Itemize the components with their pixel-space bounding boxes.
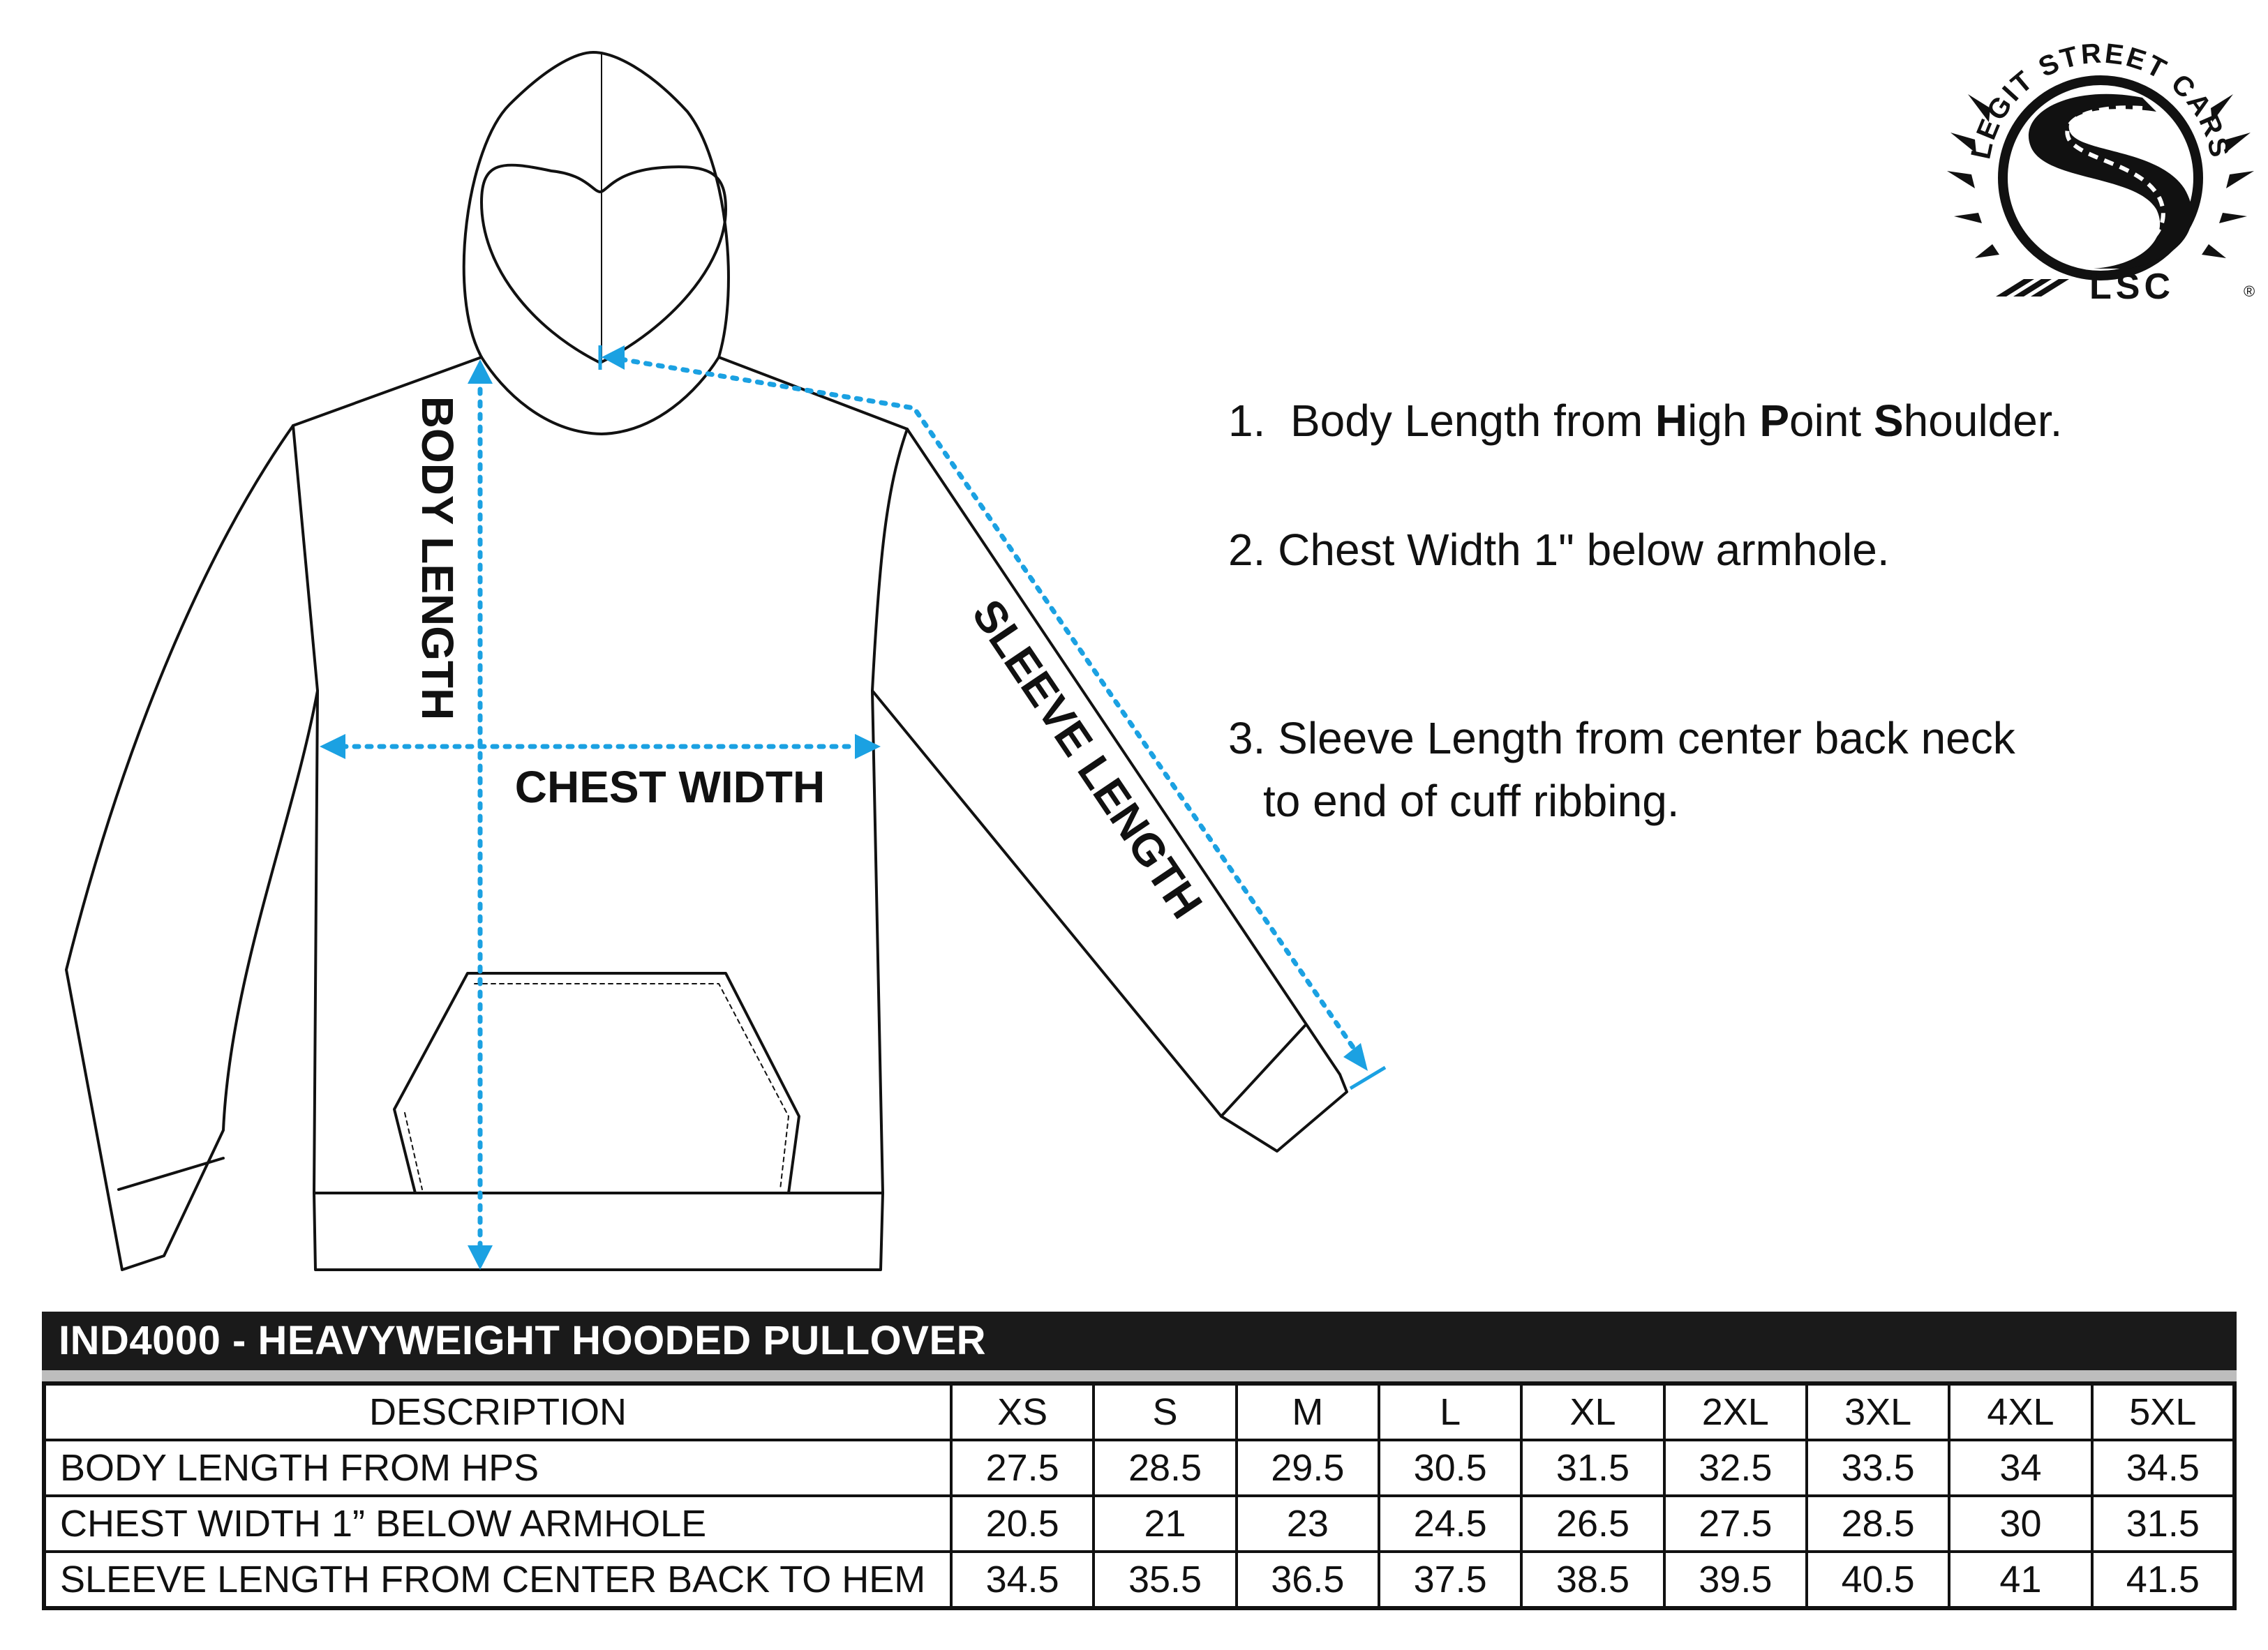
header-size-4xl: 4XL xyxy=(1949,1383,2091,1440)
right-cuff xyxy=(1221,1026,1305,1116)
table-cell: 35.5 xyxy=(1094,1552,1236,1608)
header-size-3xl: 3XL xyxy=(1807,1383,1949,1440)
arrow-sleeve-start xyxy=(602,345,625,370)
logo-ring-text: LEGIT STREET CARS xyxy=(1965,38,2236,162)
note1-s: S xyxy=(1873,396,1904,446)
table-title-divider xyxy=(42,1370,2237,1381)
row-description: SLEEVE LENGTH FROM CENTER BACK TO HEM xyxy=(44,1552,951,1608)
table-title: IND4000 - HEAVYWEIGHT HOODED PULLOVER xyxy=(42,1312,2237,1370)
table-cell: 28.5 xyxy=(1807,1496,1949,1552)
logo-badge-text: LSC xyxy=(2089,267,2174,307)
table-cell: 34.5 xyxy=(951,1552,1094,1608)
body-right-side xyxy=(872,691,883,1193)
table-cell: 37.5 xyxy=(1379,1552,1521,1608)
size-chart xyxy=(42,1312,2237,1619)
table-cell: 34.5 xyxy=(2092,1440,2235,1496)
table-cell: 33.5 xyxy=(1807,1440,1949,1496)
size-table xyxy=(42,1381,2237,1610)
header-size-xs: XS xyxy=(951,1383,1094,1440)
table-cell: 34 xyxy=(1949,1440,2091,1496)
table-cell: 30 xyxy=(1949,1496,2091,1552)
header-description: DESCRIPTION xyxy=(44,1383,951,1440)
table-cell: 27.5 xyxy=(951,1440,1094,1496)
note1-text: 1. Body Length from xyxy=(1228,396,1655,446)
row-description: CHEST WIDTH 1” BELOW ARMHOLE xyxy=(44,1496,951,1552)
header-size-s: S xyxy=(1094,1383,1236,1440)
header-size-2xl: 2XL xyxy=(1664,1383,1807,1440)
note1-suffix: houlder. xyxy=(1903,396,2063,446)
arrow-chest-left xyxy=(320,734,345,759)
sleeve-length-guide xyxy=(621,359,1357,1053)
table-cell: 36.5 xyxy=(1237,1552,1379,1608)
table-cell: 31.5 xyxy=(2092,1496,2235,1552)
table-cell: 41 xyxy=(1949,1552,2091,1608)
table-cell: 29.5 xyxy=(1237,1440,1379,1496)
arrow-sleeve-end xyxy=(1343,1043,1368,1071)
header-size-l: L xyxy=(1379,1383,1521,1440)
table-cell: 20.5 xyxy=(951,1496,1094,1552)
table-cell: 27.5 xyxy=(1664,1496,1807,1552)
table-header-row xyxy=(44,1383,2235,1440)
row-description: BODY LENGTH FROM HPS xyxy=(44,1440,951,1496)
note1-h: H xyxy=(1655,396,1688,446)
header-size-xl: XL xyxy=(1521,1383,1664,1440)
table-row xyxy=(44,1552,2235,1608)
pocket-stitch xyxy=(405,984,789,1190)
table-cell: 38.5 xyxy=(1521,1552,1664,1608)
note-body-length xyxy=(1228,391,2062,451)
note-sleeve-length: 3. Sleeve Length from center back neck xyxy=(1228,713,2015,763)
body-left-side xyxy=(314,691,318,1193)
table-cell: 40.5 xyxy=(1807,1552,1949,1608)
hood-face-opening xyxy=(482,165,726,363)
chest-width-label: CHEST WIDTH xyxy=(514,762,826,812)
lsc-logo xyxy=(1933,14,2268,328)
header-size-5xl: 5XL xyxy=(2092,1383,2235,1440)
note1-oint: oint xyxy=(1789,396,1874,446)
table-cell: 39.5 xyxy=(1664,1552,1807,1608)
arrow-body-bottom xyxy=(468,1245,493,1270)
registered-mark: ® xyxy=(2244,283,2255,300)
arrow-body-top xyxy=(468,359,493,384)
table-cell: 28.5 xyxy=(1094,1440,1236,1496)
table-row xyxy=(44,1496,2235,1552)
header-size-m: M xyxy=(1237,1383,1379,1440)
kangaroo-pocket xyxy=(394,973,799,1193)
right-shoulder xyxy=(719,357,907,429)
table-cell: 32.5 xyxy=(1664,1440,1807,1496)
table-cell: 23 xyxy=(1237,1496,1379,1552)
table-cell: 31.5 xyxy=(1521,1440,1664,1496)
arrow-chest-right xyxy=(855,734,881,759)
waistband xyxy=(314,1193,883,1270)
table-cell: 30.5 xyxy=(1379,1440,1521,1496)
note1-igh: igh xyxy=(1687,396,1760,446)
table-cell: 41.5 xyxy=(2092,1552,2235,1608)
note1-p: P xyxy=(1759,396,1789,446)
table-cell: 24.5 xyxy=(1379,1496,1521,1552)
body-length-label: BODY LENGTH xyxy=(412,396,463,721)
sleeve-length-label: SLEEVE LENGTH xyxy=(962,590,1213,927)
sleeve-end-tick xyxy=(1350,1067,1385,1088)
hood-outline xyxy=(464,52,729,357)
note-sleeve-length-cont: to end of cuff ribbing. xyxy=(1263,776,1680,826)
table-cell: 26.5 xyxy=(1521,1496,1664,1552)
note-chest-width: 2. Chest Width 1" below armhole. xyxy=(1228,525,1890,575)
left-cuff xyxy=(119,1158,223,1190)
road-s-icon xyxy=(2029,94,2192,269)
table-cell: 21 xyxy=(1094,1496,1236,1552)
table-row xyxy=(44,1440,2235,1496)
